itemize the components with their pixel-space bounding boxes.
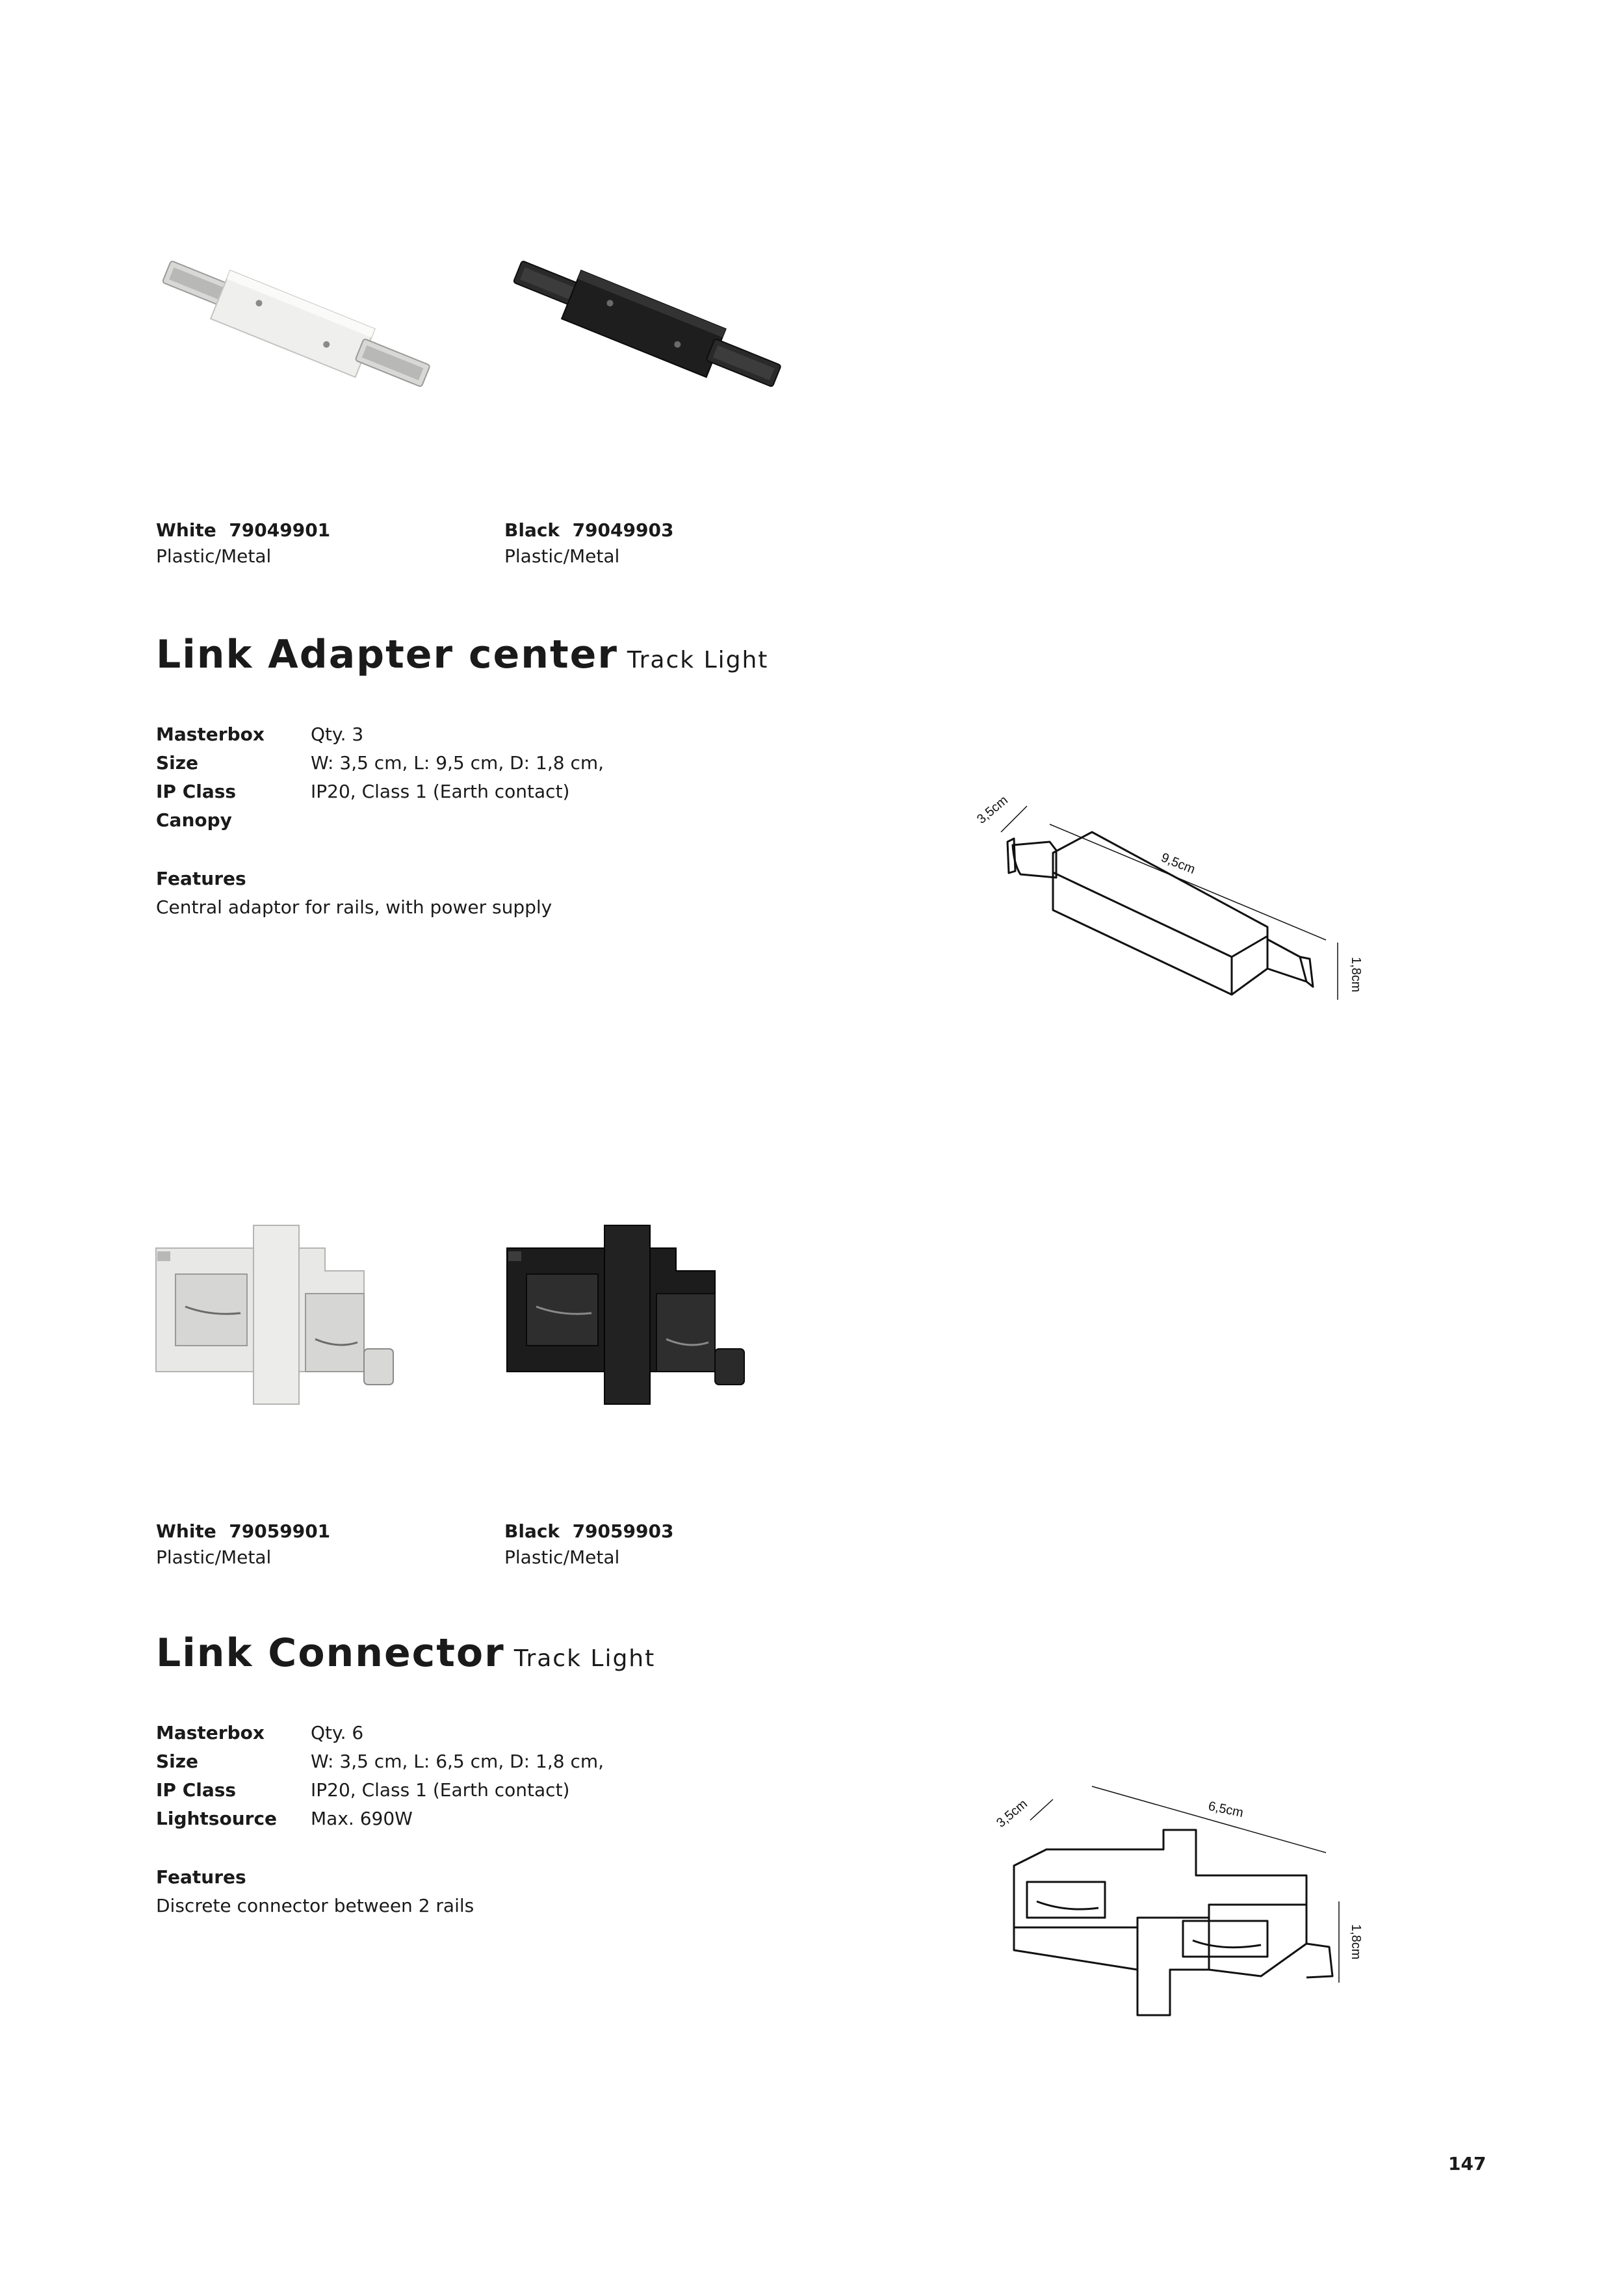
variant-code: 79049901: [229, 519, 331, 541]
dimension-label-length: 6,5cm: [1206, 1799, 1245, 1821]
features-text: Central adaptor for rails, with power supply: [156, 896, 552, 918]
spec-row: [156, 1805, 604, 1833]
features-text: Discrete connector between 2 rails: [156, 1895, 474, 1916]
variant-material: Plastic/Metal: [156, 1546, 272, 1568]
product-title-main: Link Adapter center: [156, 632, 618, 677]
product-title: [156, 632, 768, 677]
variant-caption-white: [156, 1519, 330, 1571]
variant-material: Plastic/Metal: [504, 545, 620, 567]
spec-value: IP20, Class 1 (Earth contact): [311, 1779, 570, 1801]
dimension-label-depth: 1,8cm: [1349, 957, 1363, 993]
variant-caption-black: [504, 517, 673, 569]
spec-table: [156, 720, 604, 835]
spec-row: [156, 1747, 604, 1776]
dimension-label-width: 3,5cm: [974, 792, 1011, 827]
variant-material: Plastic/Metal: [504, 1546, 620, 1568]
dimension-label-depth: 1,8cm: [1349, 1924, 1363, 1960]
product-photo-black-adapter: [494, 221, 799, 429]
variant-color: White: [156, 519, 216, 541]
product-photo-black-connector: [500, 1209, 799, 1430]
variant-caption-white: [156, 517, 330, 569]
spec-row: [156, 720, 604, 749]
product-photo-white-connector: [149, 1209, 448, 1430]
spec-value: W: 3,5 cm, L: 6,5 cm, D: 1,8 cm,: [311, 1751, 604, 1772]
product-title-sub: Track Light: [513, 1645, 656, 1672]
variant-caption-black: [504, 1519, 673, 1571]
spec-label: Size: [156, 752, 199, 774]
spec-row: [156, 749, 604, 777]
spec-label: Masterbox: [156, 1722, 265, 1743]
variant-code: 79059903: [572, 1520, 674, 1542]
product-photo-white-adapter: [143, 221, 448, 429]
dimension-diagram-connector: [975, 1768, 1378, 2028]
variant-color: White: [156, 1520, 216, 1542]
product-title-sub: Track Light: [627, 647, 769, 673]
variant-code: 79059901: [229, 1520, 331, 1542]
spec-row: [156, 777, 604, 806]
spec-value: IP20, Class 1 (Earth contact): [311, 781, 570, 802]
variant-code: 79049903: [572, 519, 674, 541]
spec-table: [156, 1719, 604, 1833]
spec-label: IP Class: [156, 1779, 237, 1801]
spec-label: Canopy: [156, 809, 232, 831]
spec-value: Qty. 3: [311, 724, 364, 745]
spec-label: Lightsource: [156, 1808, 278, 1829]
product-title-main: Link Connector: [156, 1630, 505, 1676]
variant-color: Black: [504, 1520, 560, 1542]
dimension-label-width: 3,5cm: [994, 1796, 1030, 1831]
variant-color: Black: [504, 519, 560, 541]
spec-label: Masterbox: [156, 724, 265, 745]
spec-row: [156, 806, 604, 835]
product-title: [156, 1630, 655, 1676]
spec-label: IP Class: [156, 781, 237, 802]
page-number: 147: [1448, 2153, 1487, 2174]
spec-label: Size: [156, 1751, 199, 1772]
dimension-label-length: 9,5cm: [1159, 850, 1197, 878]
features-block: [156, 865, 552, 922]
spec-row: [156, 1719, 604, 1747]
features-heading: Features: [156, 868, 246, 889]
spec-value: Max. 690W: [311, 1808, 413, 1829]
features-heading: Features: [156, 1866, 246, 1888]
variant-material: Plastic/Metal: [156, 545, 272, 567]
features-block: [156, 1863, 474, 1920]
dimension-diagram-adapter: [962, 780, 1378, 1027]
spec-value: Qty. 6: [311, 1722, 364, 1743]
spec-row: [156, 1776, 604, 1805]
spec-value: W: 3,5 cm, L: 9,5 cm, D: 1,8 cm,: [311, 752, 604, 774]
